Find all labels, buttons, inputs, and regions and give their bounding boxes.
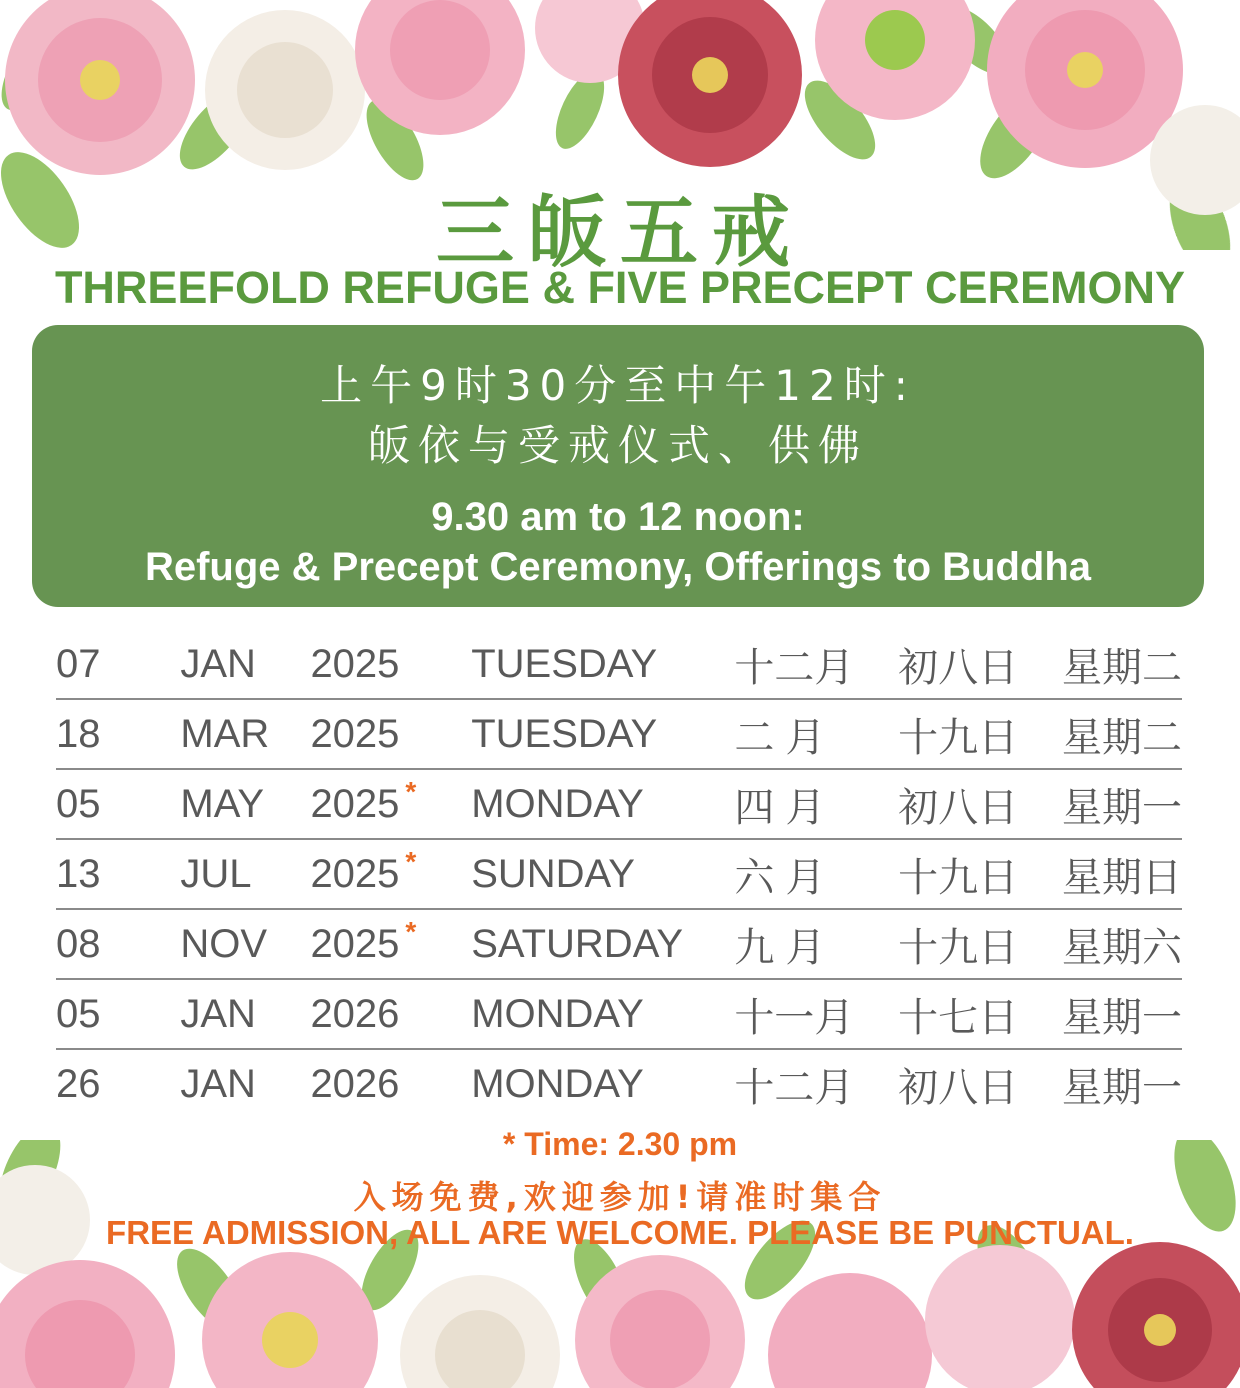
month: NOV: [180, 909, 310, 979]
year: 2025: [310, 711, 400, 756]
weekday-chinese: 星期二: [1062, 630, 1182, 699]
lunar-day: 初八日: [898, 630, 1062, 699]
title-chinese: 三皈五戒: [435, 188, 804, 278]
month: MAY: [180, 769, 310, 839]
schedule-row: [56, 839, 1182, 909]
weekday-chinese: 星期一: [1062, 979, 1182, 1049]
day: 05: [56, 979, 180, 1049]
year: 2025: [310, 641, 400, 686]
title-english: THREEFOLD REFUGE & FIVE PRECEPT CEREMONY: [54, 262, 1186, 313]
lunar-month: 十一月: [734, 979, 898, 1049]
year: 2026: [310, 991, 400, 1036]
year: 2026: [310, 1061, 400, 1106]
lunar-month: 四 月: [734, 769, 898, 839]
weekday-chinese: 星期二: [1062, 699, 1182, 769]
weekday-chinese: 星期日: [1062, 839, 1182, 909]
weekday: SATURDAY: [471, 909, 734, 979]
month: JUL: [180, 839, 310, 909]
day: 18: [56, 699, 180, 769]
weekday: MONDAY: [471, 1061, 644, 1106]
asterisk: *: [405, 915, 417, 947]
weekday: TUESDAY: [471, 630, 734, 699]
lunar-day: 初八日: [898, 1065, 1019, 1110]
year: 2025: [310, 921, 400, 966]
weekday: TUESDAY: [471, 699, 734, 769]
year-cell: [310, 979, 471, 1049]
schedule-row: [56, 630, 1182, 699]
lunar-month: 六 月: [734, 839, 898, 909]
banner-zh-line2: 皈依与受戒仪式、供佛: [367, 421, 868, 470]
month: MAR: [180, 699, 310, 769]
admission-note-english: FREE ADMISSION, ALL ARE WELCOME. PLEASE BE PUNCTUAL.: [106, 1214, 1134, 1251]
weekday-chinese: 星期一: [1062, 1065, 1182, 1110]
weekday: MONDAY: [471, 979, 734, 1049]
schedule-row: [56, 699, 1182, 769]
year-cell: [310, 909, 471, 979]
time-footnote: * Time: 2.30 pm: [502, 1126, 738, 1162]
year: 2025: [310, 781, 400, 826]
month: JAN: [180, 979, 310, 1049]
lunar-month: 十二月: [734, 630, 898, 699]
year-cell: [310, 1049, 471, 1118]
year-cell: [310, 769, 471, 839]
lunar-day: 初八日: [898, 769, 1062, 839]
year-cell: [310, 839, 471, 909]
month: JAN: [180, 630, 310, 699]
lunar-month: 九 月: [734, 909, 898, 979]
schedule-row: [56, 769, 1182, 839]
day: 08: [56, 909, 180, 979]
year: 2025: [310, 851, 400, 896]
time-banner: [32, 325, 1204, 607]
day: 13: [56, 839, 180, 909]
weekday-chinese: 星期六: [1062, 909, 1182, 979]
lunar-day: 十九日: [898, 909, 1062, 979]
schedule-row: [56, 979, 1182, 1049]
day: 26: [56, 1061, 101, 1106]
lunar-day: 十九日: [898, 699, 1062, 769]
weekday: MONDAY: [471, 769, 734, 839]
banner-en-line2: Refuge & Precept Ceremony, Offerings to Buddha: [144, 545, 1092, 589]
day: 05: [56, 769, 180, 839]
banner-zh-line1: 上午9时30分至中午12时:: [320, 361, 916, 410]
schedule-row: [56, 909, 1182, 979]
lunar-month: 二 月: [734, 699, 898, 769]
asterisk: *: [405, 845, 417, 877]
month: JAN: [180, 1061, 256, 1106]
lunar-day: 十七日: [898, 979, 1062, 1049]
lunar-month: 十二月: [734, 1065, 855, 1110]
day: 07: [56, 630, 180, 699]
admission-note-chinese: 入场免费,欢迎参加!请准时集合: [353, 1178, 887, 1216]
year-cell: [310, 699, 471, 769]
banner-en-line1: 9.30 am to 12 noon:: [431, 495, 805, 539]
lunar-day: 十九日: [898, 839, 1062, 909]
year-cell: [310, 630, 471, 699]
schedule-table: [56, 630, 1182, 1118]
weekday: SUNDAY: [471, 839, 734, 909]
asterisk: *: [405, 775, 417, 807]
weekday-chinese: 星期一: [1062, 769, 1182, 839]
schedule-row: [56, 1049, 1182, 1118]
